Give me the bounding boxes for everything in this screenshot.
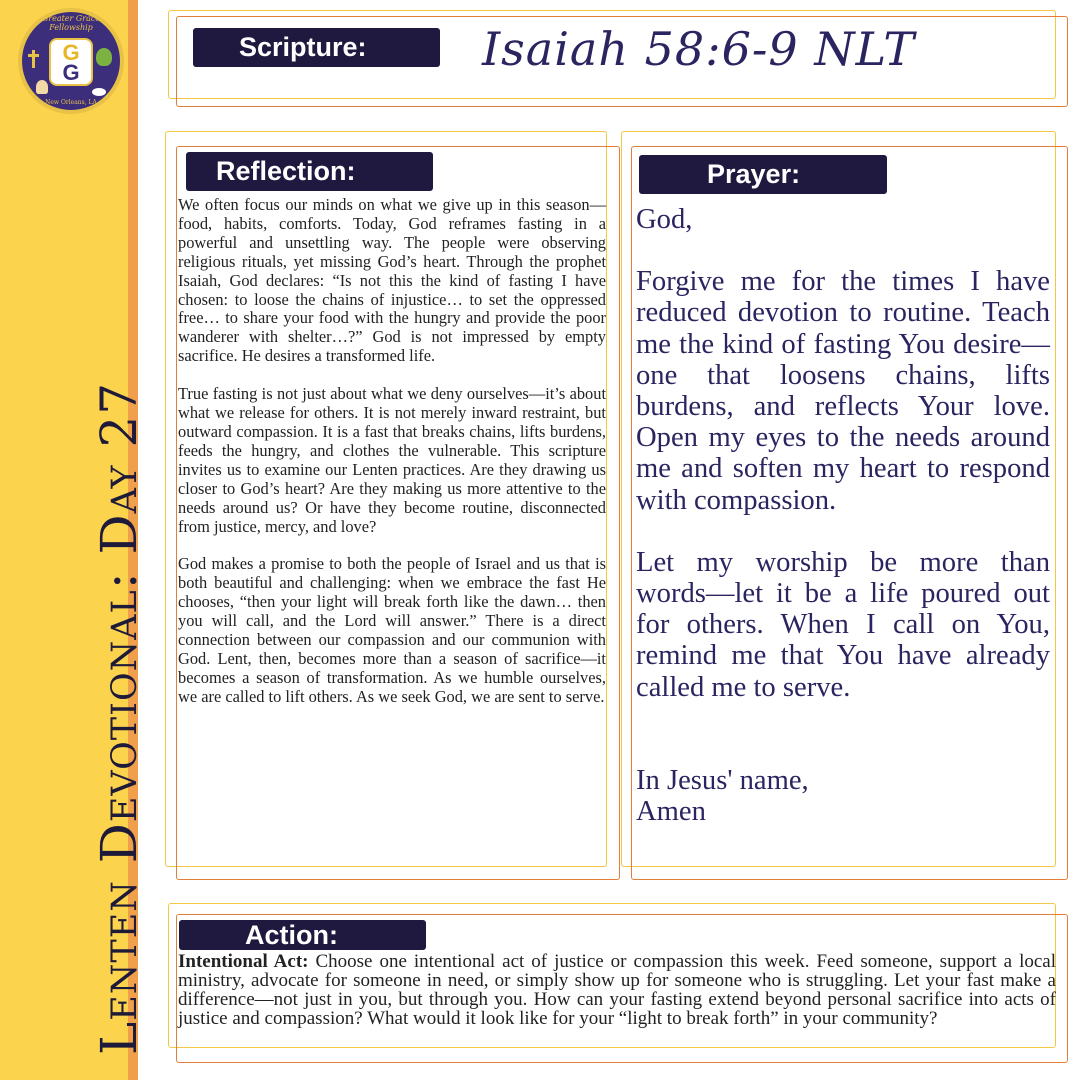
cross-icon xyxy=(32,50,35,68)
reflection-label: Reflection: xyxy=(186,152,433,191)
prayer-label: Prayer: xyxy=(639,155,887,194)
action-lead: Intentional Act: xyxy=(178,951,309,972)
praying-hands-icon xyxy=(36,80,48,94)
prayer-body xyxy=(636,204,1050,827)
scripture-label: Scripture: xyxy=(193,28,440,67)
devotional-title: Lenten Devotional: Day 27 xyxy=(90,381,148,1055)
logo-ring-text: Greater Grace Fellowship xyxy=(41,14,101,32)
tree-icon xyxy=(96,48,112,66)
prayer-amen: Amen xyxy=(636,796,706,828)
prayer-closing: In Jesus' name, xyxy=(636,764,809,796)
logo-monogram xyxy=(49,38,93,86)
reflection-paragraph: We often focus our minds on what we give up in this season—food, habits, comforts. Today, God reframes fasting in a powerful and unsettling way. The people were observing religious rituals, yet missing God’s heart. Through the prophet Isaiah, God declares: “Is not this the kind of fasting I have chosen: to loose the chains of injustice… to set the oppressed free… to share your food with the hungry and provide the poor wanderer with shelter…?” God is not impressed by empty sacrifice. He desires a transformed life. xyxy=(178,195,606,366)
reflection-paragraph: God makes a promise to both the people of Israel and us that is both beautiful and challenging: when we embrace the fast He chooses, “then your light will break forth like the dawn… then you will call, and the Lord will answer.” There is a direct connection between our compassion and our communion with God. Lent, then, becomes more than a season of sacrifice—it becomes a season of transformation. As we humble ourselves, we are called to lift others. As we seek God, we are sent to serve. xyxy=(178,554,606,706)
reflection-body xyxy=(178,196,606,707)
prayer-paragraph: Forgive me for the times I have reduced devotion to routine. Teach me the kind of fasting You desire—one that loosens chains, lifts burdens, and reflects Your love. Open my eyes to the needs around me and soften my heart to respond with compassion. xyxy=(636,266,1050,516)
prayer-spacer xyxy=(636,703,1050,765)
prayer-paragraph: Let my worship be more than words—let it be a life poured out for others. When I call on You, remind me that You have already called me to serve. xyxy=(636,546,1050,703)
prayer-greeting: God, xyxy=(636,204,693,235)
logo-letter-bottom: G xyxy=(62,60,80,85)
logo-letter-top: G xyxy=(62,40,80,65)
reflection-paragraph: True fasting is not just about what we deny ourselves—it’s about what we release for others. It is not merely inward restraint, but outward compassion. It is a fast that breaks chains, lifts burdens, feeds the hungry, and clothes the vulnerable. This scripture invites us to examine our Lenten practices. Are they drawing us closer to God’s heart? Are they making us more attentive to the needs around us? Or have they become routine, disconnected from justice, mercy, and love? xyxy=(178,384,606,536)
church-logo xyxy=(18,8,124,114)
logo-location-text: New Orleans, LA xyxy=(45,99,97,106)
scripture-reference: Isaiah 58:6-9 NLT xyxy=(482,22,916,76)
sidebar-band xyxy=(0,0,148,1080)
dove-icon xyxy=(92,88,106,96)
action-body xyxy=(178,952,1056,1028)
action-label: Action: xyxy=(179,920,426,950)
action-description: Choose one intentional act of justice or compassion this week. Feed someone, support a local ministry, advocate for someone in need, or simply show up for someone who is struggling. Let your fast make a difference—not just in you, but through you. How can your fasting extend beyond personal sacrifice into acts of justice and compassion? What would it look like for your “light to break forth” in your community? xyxy=(178,951,1057,1029)
